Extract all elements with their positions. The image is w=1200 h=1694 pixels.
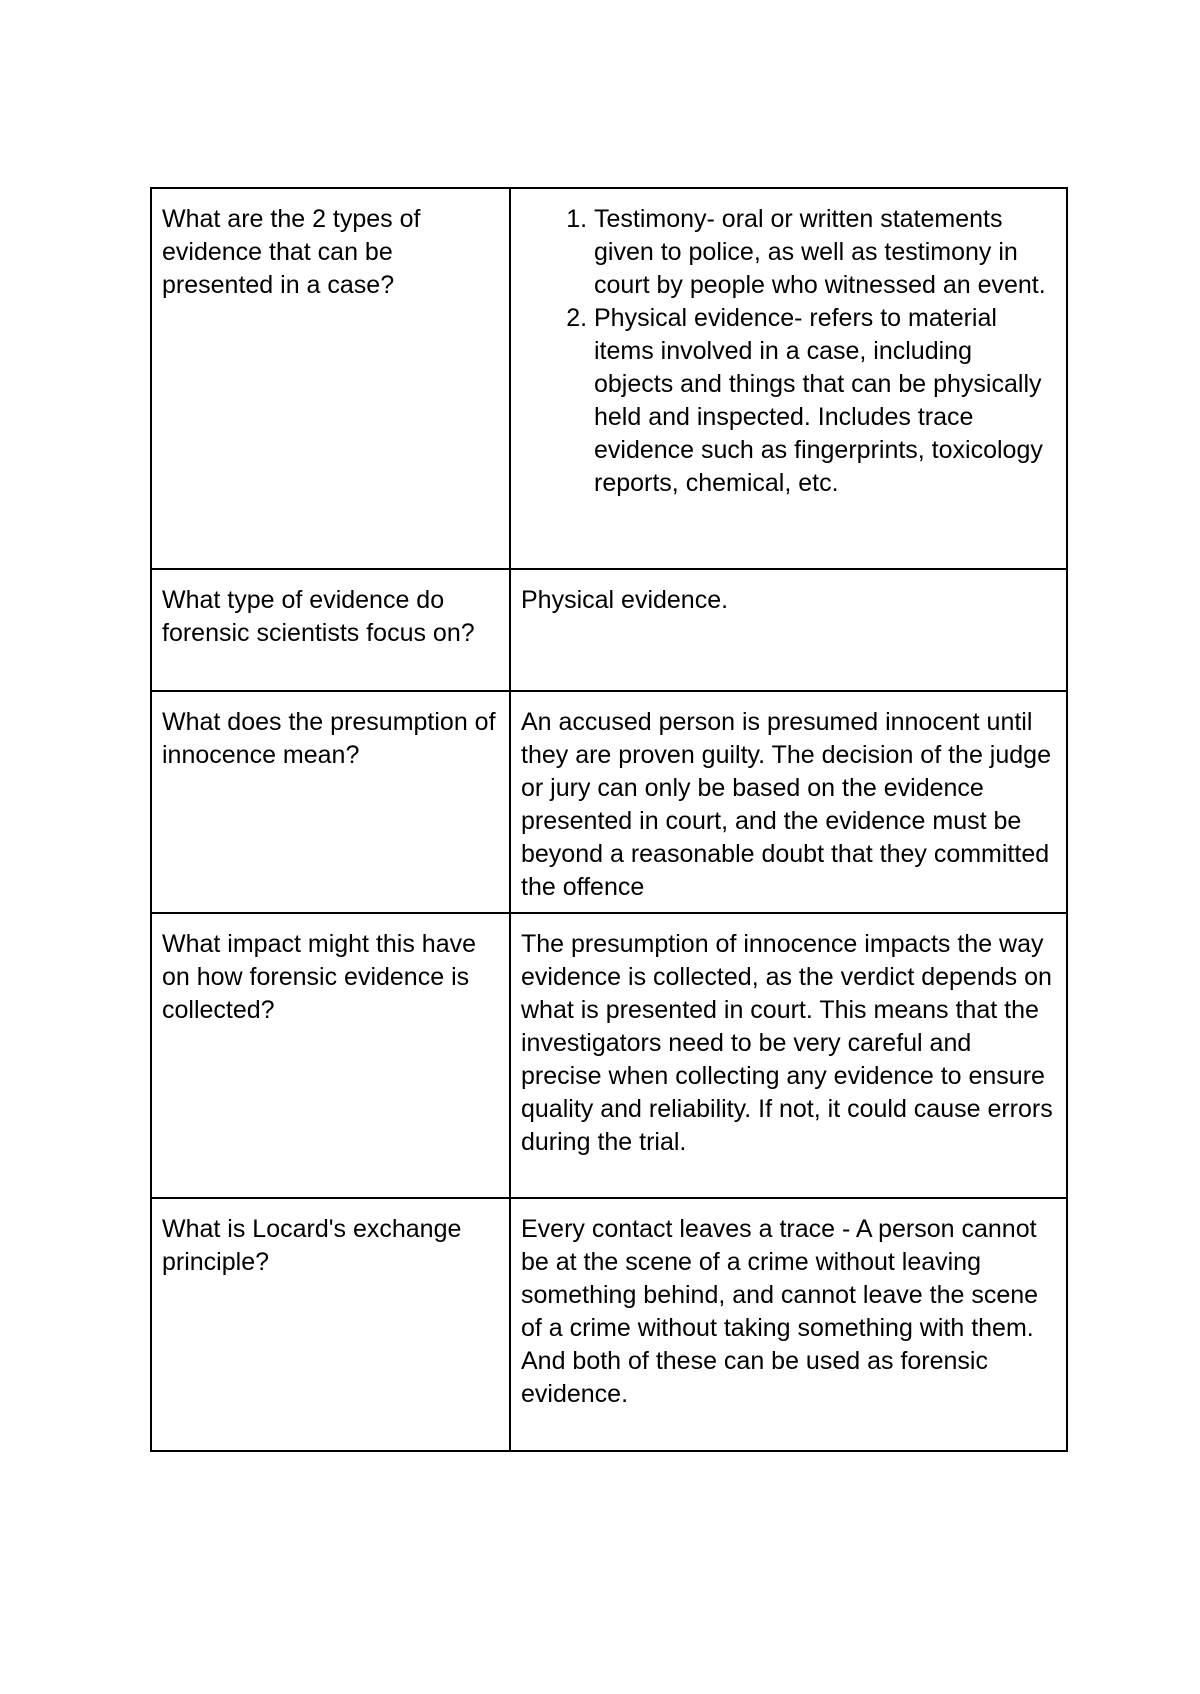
question-cell: What type of evidence do forensic scientists focus on? [151,569,510,691]
table-row [151,188,1067,569]
list-item: 2. Physical evidence- refers to material items involved in a case, including objects and things that can be physically held and inspected. Includes trace evidence such as fingerprints, toxicology reports, chemical, etc. [594,302,1056,500]
question-cell: What is Locard's exchange principle? [151,1198,510,1451]
table-row [151,1198,1067,1451]
answer-cell: Physical evidence. [510,569,1067,691]
question-cell: What does the presumption of innocence mean? [151,691,510,913]
list-item: 1. Testimony- oral or written statements given to police, as well as testimony in court by people who witnessed an event. [594,203,1056,302]
answer-cell: The presumption of innocence impacts the way evidence is collected, as the verdict depends on what is presented in court. This means that the investigators need to be very careful and precise when collecting any evidence to ensure quality and reliability. If not, it could cause errors during the trial. [510,913,1067,1198]
answer-cell: Every contact leaves a trace - A person cannot be at the scene of a crime without leaving something behind, and cannot leave the scene of a crime without taking something with them. And both of these can be used as forensic evidence. [510,1198,1067,1451]
answer-list [521,203,1056,500]
question-cell: What impact might this have on how forensic evidence is collected? [151,913,510,1198]
answer-cell: An accused person is presumed innocent until they are proven guilty. The decision of the judge or jury can only be based on the evidence presented in court, and the evidence must be beyond a reasonable doubt that they committed the offence [510,691,1067,913]
table-row [151,691,1067,913]
table-row [151,569,1067,691]
answer-cell [510,188,1067,569]
qa-table [150,187,1068,1452]
table-row [151,913,1067,1198]
question-cell: What are the 2 types of evidence that can be presented in a case? [151,188,510,569]
